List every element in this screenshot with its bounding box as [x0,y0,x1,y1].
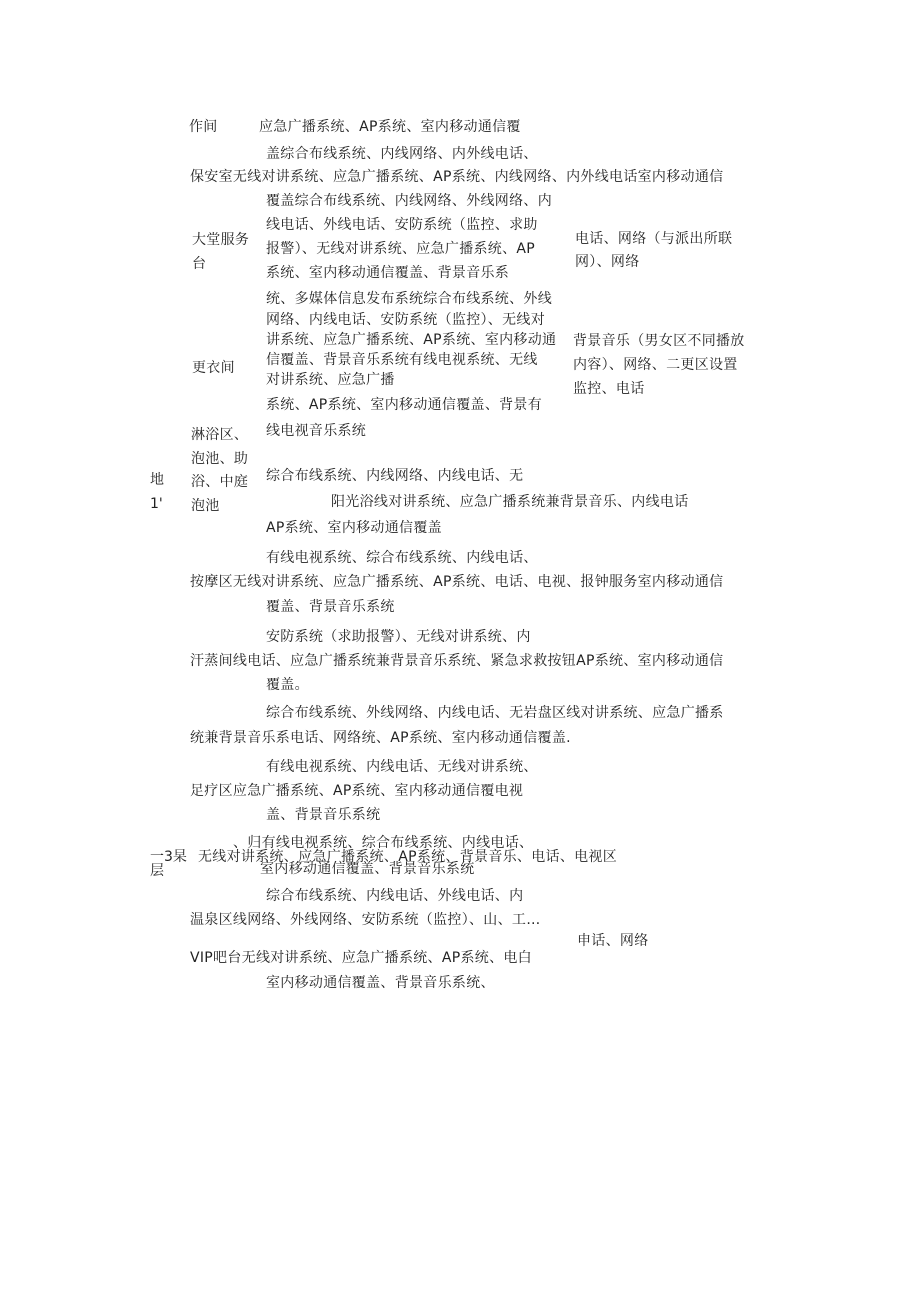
area-linyu-4: 泡池 [191,498,220,514]
remark-gengyi-1: 背景音乐（男女区不同播放 [573,333,745,349]
row-yanpan-2: 统兼背景音乐系电话、网络统、AP系统、室内移动通信覆盖. [190,730,571,746]
row-guiyou: 无线对讲系统、应急广播系统、AP系统、背景音乐、电话、电视区 [198,849,618,865]
floor-label-2-line2: 层 [150,863,164,879]
systems-anmo-post: 覆盖、背景音乐系统 [266,599,395,615]
remark-gengyi-3: 监控、电话 [573,381,645,397]
systems-zuliao-pre: 有线电视系统、内线电话、无线对讲系统、 [266,759,538,775]
systems-baoan-post: 覆盖综合布线系统、内线网络、外线网络、内 [266,193,552,209]
row-hanzheng: 汗蒸间线电话、应急广播系统兼背景音乐系统、紧急求救按钮AP系统、室内移动通信 [190,653,724,669]
area-datang-line1: 大堂服务 [192,232,250,248]
area-linyu-3: 浴、中庭 [191,474,249,490]
remark-gengyi-2: 内容）、网络、二更区设置 [573,357,738,373]
area-gengyi: 更衣间 [192,360,235,376]
systems-gengyi-5: 对讲系统、应急广播 [266,372,395,388]
systems-datang-3: 系统、室内移动通信覆盖、背景音乐系 [266,265,510,281]
floor-label-line1: 地 [150,472,164,488]
remark-wenquan: 申话、网络 [577,933,649,949]
systems-linyu-2: 阳光浴线对讲系统、应急广播系统兼背景音乐、内线电话 [331,494,689,510]
area-linyu-2: 泡池、助 [191,451,249,467]
remark-datang-1: 电话、网络（与派出所联 [575,231,733,247]
floor-label-2-line1: 一3杲 [150,849,187,865]
systems-vip-post: 室内移动通信覆盖、背景音乐系统、 [266,975,495,991]
area-datang-line2: 台 [192,256,207,272]
systems-gengyi-3: 讲系统、应急广播系统、AP系统、室内移动通 [266,332,557,348]
systems-hanzheng-post: 覆盖。 [266,677,309,693]
remark-datang-2: 网）、网络 [575,254,640,270]
area-zuojian: 作间 [189,119,218,135]
floor-label-line2: 1' [150,496,163,512]
row-anmo: 按摩区无线对讲系统、应急广播系统、AP系统、电话、电视、报钟服务室内移动通信 [190,574,724,590]
systems-gengyi-1: 统、多媒体信息发布系统综合布线系统、外线 [266,291,552,307]
systems-anmo-pre: 有线电视系统、综合布线系统、内线电话、 [266,550,538,566]
systems-linyu-1: 综合布线系统、内线网络、内线电话、无 [266,468,524,484]
systems-baoan-pre: 盖综合布线系统、内线网络、内外线电话、 [266,146,538,162]
systems-datang-2: 报警）、无线对讲系统、应急广播系统、AP [266,241,536,257]
area-linyu-1: 淋浴区、 [191,427,249,443]
systems-linyu-3: AP系统、室内移动通信覆盖 [266,520,442,536]
systems-gengyi-6: 系统、AP系统、室内移动通信覆盖、背景有 [266,397,543,413]
systems-wenquan-pre: 综合布线系统、内线电话、外线电话、内 [266,888,524,904]
systems-zuliao-post: 盖、背景音乐系统 [266,807,381,823]
row-wenquan: 温泉区线网络、外线网络、安防系统（监控）、山、工… [190,912,541,928]
systems-gengyi-4: 信覆盖、背景音乐系统有线电视系统、无线 [266,352,538,368]
systems-datang-1: 线电话、外线电话、安防系统（监控、求助 [266,217,538,233]
row-yanpan-1: 综合布线系统、外线网络、内线电话、无岩盘区线对讲系统、应急广播系 [266,705,724,721]
row-baoan: 保安室无线对讲系统、应急广播系统、AP系统、内线网络、内外线电话室内移动通信 [190,169,724,185]
systems-gengyi-2: 网络、内线电话、安防系统（监控）、无线对 [266,312,545,328]
systems-guiyou-top: 、归有线电视系统、综合布线系统、内线电话、 [233,835,534,851]
systems-guiyou-bottom: 室内移动通信覆盖、背景音乐系统 [260,861,475,877]
systems-gengyi-7: 线电视音乐系统 [266,423,367,439]
systems-hanzheng-pre: 安防系统（求助报警）、无线对讲系统、内 [266,629,531,645]
row-zuliao: 足疗区应急广播系统、AP系统、室内移动通信覆电视 [190,783,524,799]
row-vip: VIP吧台无线对讲系统、应急广播系统、AP系统、电白 [190,950,532,966]
systems-zuojian: 应急广播系统、AP系统、室内移动通信覆 [259,119,521,135]
